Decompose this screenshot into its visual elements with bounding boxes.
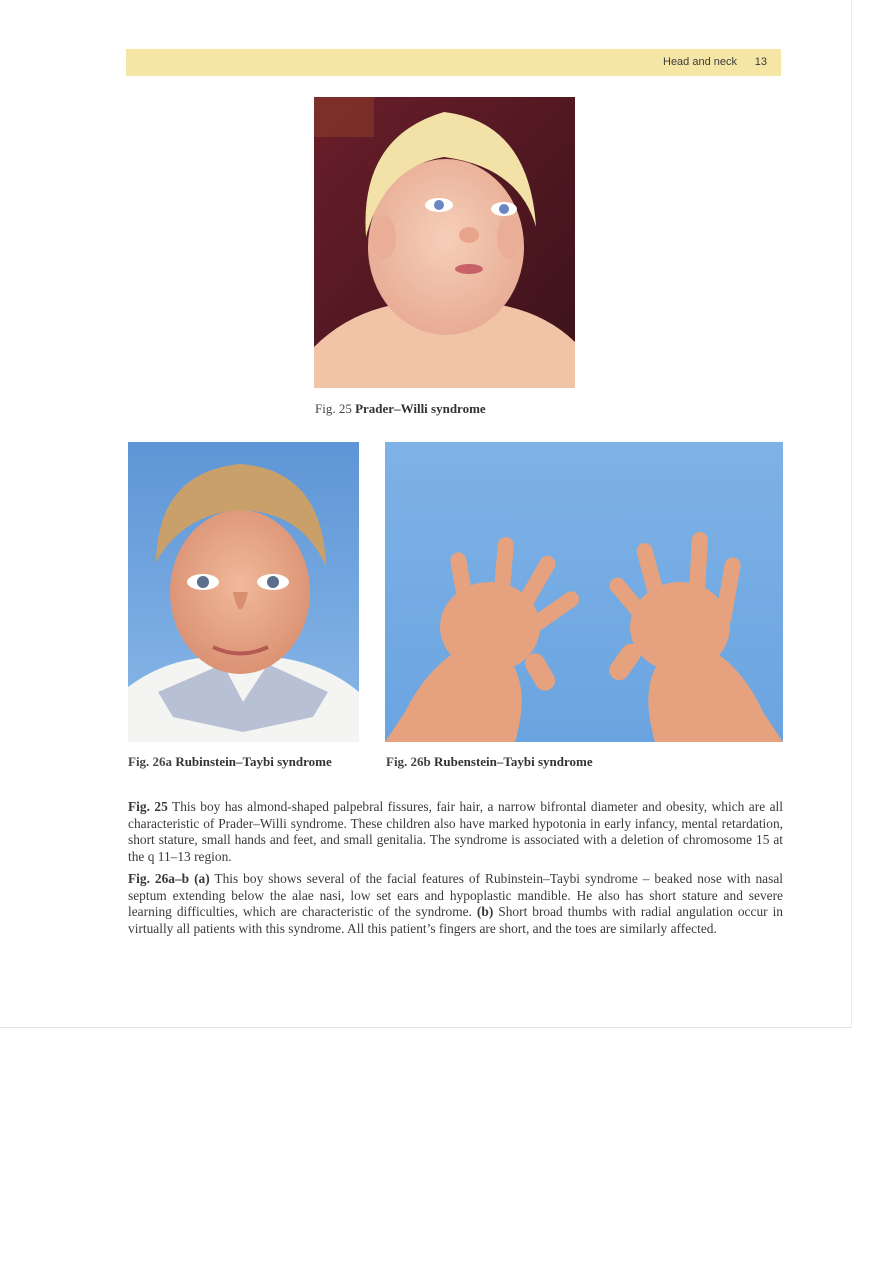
figure-26b-caption [386, 754, 786, 769]
description-fig-25-lead: Fig. 25 [128, 799, 168, 814]
figure-26a-number: Fig. 26a [128, 754, 173, 769]
description-part-a-text: This boy shows several of the facial features of Rubinstein–Taybi syndrome – beaked nose with nasal septum extending below the alae nasi, low set ears and hypoplastic mandible. He also has short stature and severe learning difficulties, which are characteristic of the syndrome. [128, 871, 783, 920]
description-part-b-text: Short broad thumbs with radial angulation occur in virtually all patients with this syndrome. All this patient’s fingers are short, and the toes are similarly affected. [128, 904, 783, 936]
description-part-a-label: (a) [194, 871, 210, 886]
section-title: Head and neck [663, 56, 737, 68]
figure-26b-photo [385, 442, 783, 742]
description-fig-26 [128, 871, 783, 937]
figure-26b-number: Fig. 26b [386, 754, 431, 769]
figure-25-photo [314, 97, 575, 388]
description-part-b-label: (b) [476, 904, 494, 920]
figure-25-number: Fig. 25 [315, 401, 352, 416]
description-fig-25 [128, 799, 783, 865]
figure-26a-title: Rubinstein–Taybi syndrome [175, 754, 332, 769]
figure-26a-photo [128, 442, 359, 742]
figure-25-caption [315, 401, 615, 416]
figure-25-title: Prader–Willi syndrome [355, 401, 486, 416]
figure-26b-title: Rubenstein–Taybi syndrome [434, 754, 593, 769]
running-head [126, 49, 781, 76]
description-fig-25-text: This boy has almond-shaped palpebral fissures, fair hair, a narrow bifrontal diameter and obesity, which are all characteristic of Prader–Willi syndrome. These children also have marked hypotonia in early infancy, mental retardation, short stature, small hands and feet, and small genitalia. The syndrome is associated with a deletion of chromosome 15 at the q 11–13 region. [128, 799, 783, 864]
description-fig-26-lead: Fig. 26a–b [128, 871, 190, 886]
page-number: 13 [754, 56, 767, 68]
figure-26a-caption [128, 754, 358, 769]
